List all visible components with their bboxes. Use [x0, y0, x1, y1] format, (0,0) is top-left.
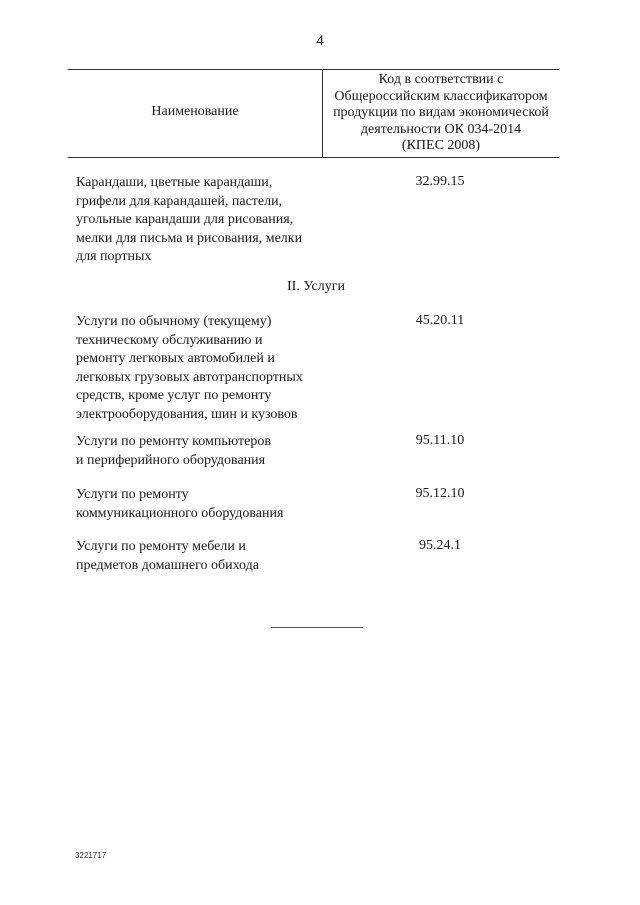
row-name-line: предметов домашнего обихода — [76, 557, 259, 573]
row-name-line: и периферийного оборудования — [76, 452, 266, 468]
row-name-line: Услуги по ремонту мебели и — [76, 539, 246, 554]
header-code-line: деятельности ОК 034-2014 — [360, 121, 522, 137]
table-row-name — [76, 538, 326, 575]
header-name-column: Наименование — [151, 104, 239, 119]
row-name-line: мелки для письма и рисования, мелки — [76, 230, 303, 246]
row-name-line: грифели для карандашей, пастели, — [76, 193, 283, 209]
table-row-name — [76, 174, 326, 267]
section-title: II. Услуги — [287, 279, 345, 294]
header-code-column — [323, 72, 559, 155]
table-row-code: 95.11.10 — [415, 433, 465, 448]
document-id: 3221717 — [75, 851, 107, 860]
header-code-line: Код в соответствии с — [378, 72, 504, 87]
row-name-line: угольные карандаши для рисования, — [76, 212, 294, 227]
row-name-line: ремонту легковых автомобилей и — [76, 351, 275, 366]
row-name-line: Карандаши, цветные карандаши, — [76, 175, 273, 190]
row-name-line: коммуникационного оборудования — [76, 505, 284, 521]
table-row-code: 45.20.11 — [415, 313, 465, 328]
row-name-line: средств, кроме услуг по ремонту — [76, 388, 272, 403]
header-code-line: (КПЕС 2008) — [401, 138, 481, 153]
page-number: 4 — [316, 33, 324, 49]
row-name-line: электрооборудования, шин и кузовов — [76, 406, 298, 422]
end-of-document-rule — [271, 627, 363, 628]
header-code-line: продукции по видам экономической — [333, 105, 549, 120]
table-top-rule — [68, 69, 559, 70]
table-row-name — [76, 486, 326, 523]
row-name-line: для портных — [76, 249, 152, 264]
row-name-line: Услуги по обычному (текущему) — [76, 314, 272, 329]
table-row-code: 32.99.15 — [415, 174, 465, 189]
table-row-code: 95.24.1 — [419, 538, 461, 553]
table-header-bottom-rule — [68, 157, 559, 158]
row-name-line: Услуги по ремонту компьютеров — [76, 434, 271, 449]
table-row-name — [76, 313, 326, 424]
row-name-line: легковых грузовых автотранспортных — [76, 369, 303, 385]
row-name-line: Услуги по ремонту — [76, 487, 189, 502]
row-name-line: техническому обслуживанию и — [76, 332, 263, 348]
header-code-line: Общероссийским классификатором — [334, 88, 548, 104]
table-row-name — [76, 433, 326, 470]
table-row-code: 95.12.10 — [415, 486, 465, 501]
